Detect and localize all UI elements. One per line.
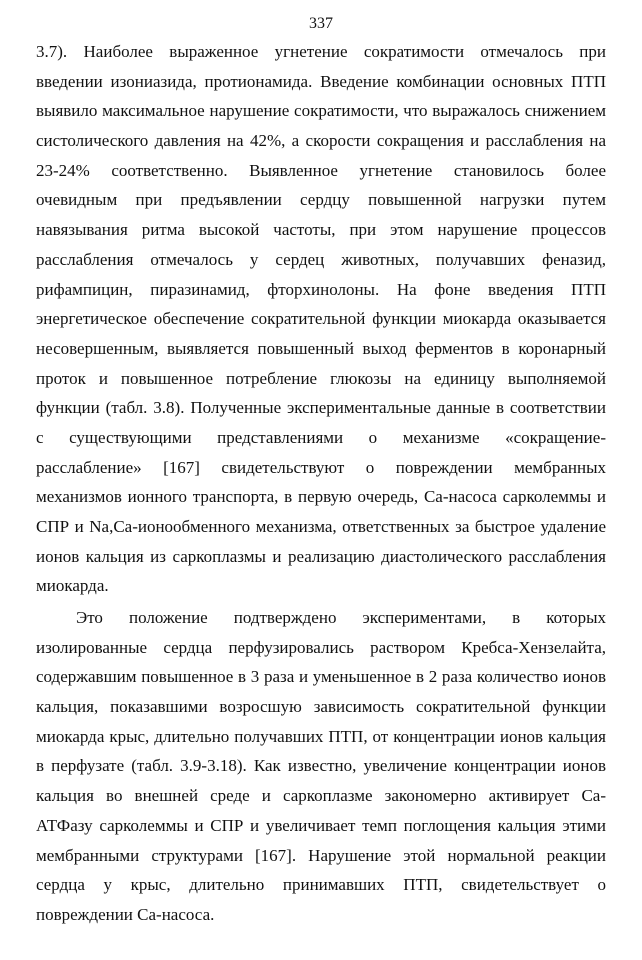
text-line: проток и повышенное потребление глюкозы на единицу выполняемой [36, 368, 606, 388]
text-line: миокарда крыс, длительно получавших ПТП, от концентрации ионов кальция [36, 726, 606, 746]
text-line: 3.7). Наиболее выраженное угнетение сократимости отмечалось при [36, 42, 606, 61]
text-line: рифампицин, пиразинамид, фторхинолоны. На фоне введения ПТП [36, 279, 606, 299]
text-line: введении изониазида, протионамида. Введение комбинации основных ПТП [36, 71, 606, 91]
text-line: миокарда. [36, 576, 109, 596]
text-line: Это положение подтверждено экспериментами, в которых [76, 608, 606, 627]
text-line: ионов кальция из саркоплазмы и реализацию диастолического расслабления [36, 546, 606, 566]
text-line: СПР и Na,Са-ионообменного механизма, ответственных за быстрое удаление [36, 517, 606, 536]
text-line: энергетическое обеспечение сократительной функции миокарда оказывается [36, 309, 606, 329]
paragraph-2 [36, 603, 606, 930]
text-line: кальция во внешней среде и саркоплазме закономерно активирует Са- [36, 786, 606, 806]
text-line: расслабления отмечалось у сердец животных, получавших феназид, [36, 249, 606, 269]
text-line: систолического давления на 42%, а скорости сокращения и расслабления на [36, 131, 606, 151]
text-line: очевидным при предъявлении сердцу повышенной нагрузки путем [36, 190, 606, 210]
text-line: в перфузате (табл. 3.9-3.18). Как известно, увеличение концентрации ионов [36, 756, 606, 776]
text-line: 23-24% соответственно. Выявленное угнетение становилось более [36, 160, 606, 180]
text-line: расслабление» [167] свидетельствуют о повреждении мембранных [36, 457, 606, 477]
page-number: 337 [309, 15, 333, 32]
text-line: повреждении Са-насоса. [36, 904, 215, 924]
text-line: выявило максимальное нарушение сократимости, что выражалось снижением [36, 101, 606, 121]
text-line: с существующими представлениями о механизме «сокращение- [36, 427, 606, 447]
paragraph-1 [36, 37, 606, 601]
text-line: сердца у крыс, длительно принимавших ПТП, свидетельствует о [36, 875, 606, 895]
text-line: механизмов ионного транспорта, в первую очередь, Са-насоса сарколеммы и [36, 487, 606, 507]
text-line: содержавшим повышенное в 3 раза и уменьшенное в 2 раза количество ионов [36, 667, 606, 687]
text-line: мембранными структурами [167]. Нарушение этой нормальной реакции [36, 845, 606, 865]
text-line: навязывания ритма высокой частоты, при этом нарушение процессов [36, 220, 606, 240]
text-line: функции (табл. 3.8). Полученные экспериментальные данные в соответствии [36, 398, 606, 418]
text-line: несовершенным, выявляется повышенный выход ферментов в коронарный [36, 338, 606, 358]
text-line: АТФазу сарколеммы и СПР и увеличивает темп поглощения кальция этими [36, 815, 606, 835]
text-line: изолированные сердца перфузировались раствором Кребса-Хензелайта, [36, 637, 606, 657]
text-line: кальция, показавшими возросшую зависимость сократительной функции [36, 697, 606, 717]
